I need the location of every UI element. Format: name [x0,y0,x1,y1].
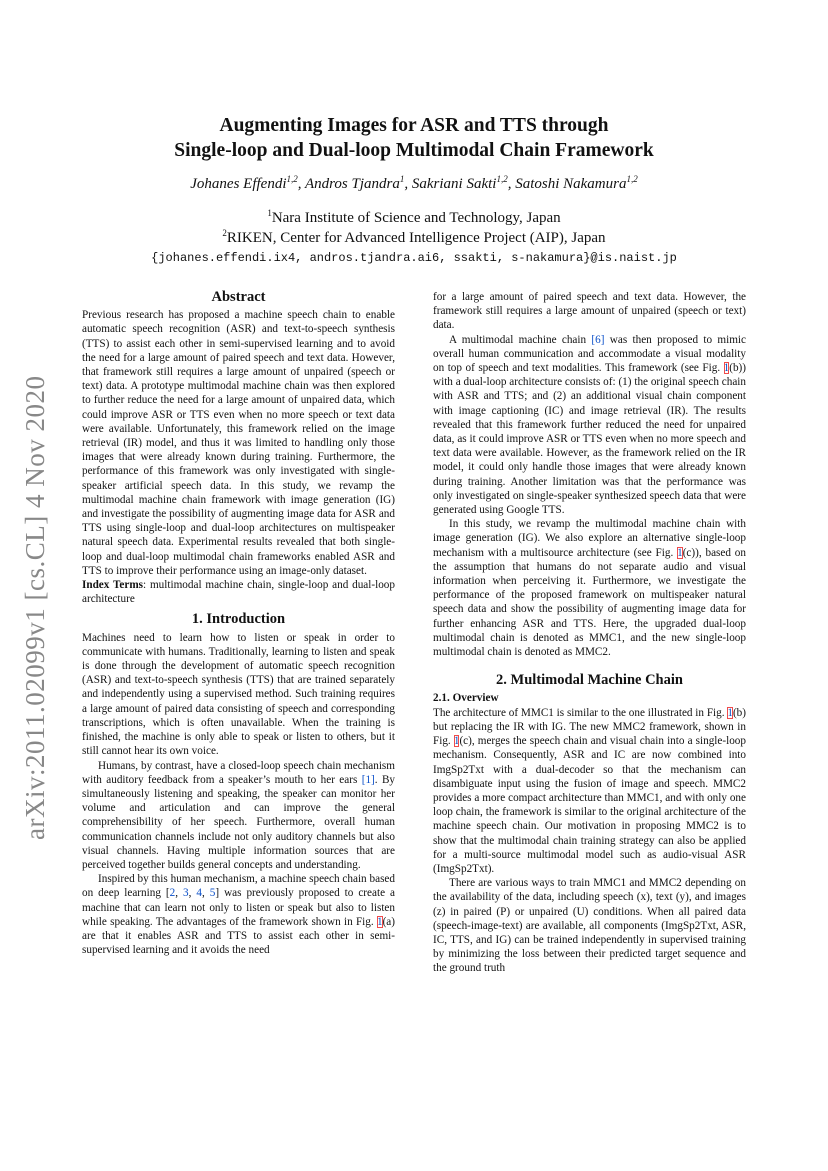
subsection-2-1-heading: 2.1. Overview [433,692,499,705]
author-sep: , [297,176,305,192]
citation-link[interactable]: 2 [169,887,176,900]
citation-link[interactable]: [1] [361,773,375,786]
section-2-heading: 2. Multimodal Machine Chain [496,672,683,689]
author-emails: {johanes.effendi.ix4, andros.tjandra.ai6, ssakti, s-nakamura}@is.naist.jp [151,251,677,265]
title-line-1: Augmenting Images for ASR and TTS through [219,115,609,136]
right-column [433,290,746,976]
text-span: A multimodal machine chain [449,333,592,346]
text-span: Humans, by contrast, have a closed-loop speech chain mechanism with auditory feedback from a speaker’s mouth to her ears [82,759,395,786]
figure-link[interactable]: 1 [677,546,683,559]
affiliations [0,208,828,248]
index-terms [82,578,395,606]
overview-paragraph-1 [433,706,746,876]
text-span: The architecture of MMC1 is similar to the one illustrated in Fig. [433,706,728,719]
overview-paragraph-2: There are various ways to train MMC1 and MMC2 depending on the availability of the data, including speech (x), text (y), and images (z) in paired (P) or unpaired (U) conditions. When all paired data (speech-image-text) are available, all components (ImgSp2Txt, ASR, IC, TTS, and IG) can be trained independently in supervised training by minimizing the loss between their predicted target sequence and the ground truth [433,877,746,975]
paper-title [0,113,828,163]
text-span: (c), merges the speech chain and visual chain into a single-loop mechanism. Consequently, ASR and IC are now combined into ImgSp2Txt with a dual-decoder so that the mechanism can disambiguate input using the fusion of image and speech. MMC2 provides a more compact architecture than MMC1, and with only one loop chain, the framework is similar to the original architecture of the machine speech chain. Our motivation in proposing MMC2 is to show that the multimodal chain training strategy can also be applied for a multi-source multimodal model such as audio-visual ASR (ImgSp2Txt). [433,735,746,875]
author-sep: , [507,176,516,192]
author-sup: 1,2 [496,174,508,184]
affiliation-line [0,228,828,248]
affiliation-sup: 2 [222,228,227,238]
abstract-text: Previous research has proposed a machine speech chain to enable automatic speech recognition (ASR) and text-to-speech synthesis (TTS) to assist each other in semi-supervised learning and to avoid the need for a large amount of paired speech and text data. However, that framework still requires a large amount of unpaired (speech or text) data. A prototype multimodal machine chain was then explored to further reduce the need for a large amount of unpaired data, which could improve ASR or TTS even when no more speech or text data were available. Unfortunately, this framework relied on the image retrieval (IR) model, and thus it was limited to handling only those images that were already known during training. Furthermore, the performance of this framework was only investigated with single-speaker artificial speech data. In this study, we revamp the multimodal machine chain framework with image generation (IG) and investigate the possibility of augmenting image data for ASR and TTS using single-loop and dual-loop architectures on multispeaker natural speech data. Experimental results revealed that both single-loop and dual-loop multimodal chain frameworks enabled ASR and TTS to improve their performance using an image-only dataset. [82,309,395,577]
citation-link[interactable]: 5 [209,887,216,900]
citation-link[interactable]: [6] [591,333,605,346]
author-sup: 1,2 [626,174,638,184]
author-name: Andros Tjandra [304,176,400,192]
text-span: (b)) with a dual-loop architecture consists of: (1) the original speech chain with ASR and TTS; and (2) an additional visual chain component with image captioning (IC) and image retrieval (IR). The results revealed that this framework further reduced the need for unpaired data, as it could improve ASR or TTS even when no more speech and text data were available. However, as the framework relied on the IR model, it could only handle those images that were already known during training. Another limitation was that the performance was only investigated on single-speaker synthesized speech data that were generated using Google TTS. [433,362,746,517]
affiliation-line [0,208,828,228]
affiliation-sup: 1 [267,208,272,218]
right-paragraph-3 [433,517,746,659]
author-sep: , [404,176,412,192]
text-span: In this study, we revamp the multimodal machine chain with image generation (IG). We also explore an alternative single-loop mechanism with a multisource architecture (see Fig. [433,518,746,559]
arxiv-stamp: arXiv:2011.02099v1 [cs.CL] 4 Nov 2020 [20,375,50,840]
citation-link[interactable]: 3 [183,887,189,900]
index-terms-label: Index Terms [82,579,144,592]
author-list [0,176,828,193]
text-span: was then proposed to mimic overall human communication and accommodate a visual modality on top of speech and text modalities. This framework (see Fig. [433,333,746,375]
figure-link[interactable]: 1 [727,706,733,719]
index-terms-text: : multimodal machine chain, single-loop and dual-loop architecture [82,579,395,606]
affiliation-text: RIKEN, Center for Advanced Intelligence Project (AIP), Japan [226,230,606,246]
author-name: Johanes Effendi [190,176,287,192]
intro-heading: 1. Introduction [191,611,286,628]
text-span: (b) but replacing the IR with IG. The new MMC2 framework, shown in Fig. [433,706,746,748]
right-paragraph-2 [433,333,746,518]
affiliation-text: Nara Institute of Science and Technology, Japan [271,210,561,226]
text-span: was previously proposed to create a machine that can learn not only to listen or speak but also to listen while speaking. The advantages of the framework shown in Fig. [82,887,395,928]
intro-paragraph-1: Machines need to learn how to listen or speak in order to communicate with humans. Traditionally, learning to listen and speak is done through the development of automatic speech recognition (ASR) and text-to-speech synthesis (TTS) that are trained separately and independently using a supervised method. Such training requires a large amount of paired data consisting of speech and corresponding transcriptions, which is often unavailable. When the training is finished, the machine is only able to speak or listen to others, but it still cannot hear its own voice. [82,631,395,758]
text-span: . By simultaneously listening and speaking, the speaker can monitor her volume and articulation and can improve the general comprehensibility of her speech. Furthermore, overall human communication channels include not only auditory channels but also visual channels. Having multiple information sources that are perceived together builds general concepts and understanding. [82,773,396,871]
right-paragraph-1: for a large amount of paired speech and text data. However, the framework still requires a large amount of unpaired (speech or text) data. [433,291,746,332]
figure-link[interactable]: 1 [453,735,460,748]
figure-link[interactable]: 1 [376,915,383,928]
abstract-heading: Abstract [211,289,266,305]
intro-paragraph-3: Inspired by this human mechanism, a machine speech chain based on deep learning [2, 3, 4, 5] was previously proposed to create a machine that can learn not only to listen or speak but also to listen while speaking. The advantages of the framework shown in Fig. 1(a) are that it enables ASR and TTS to assist each other in semi-supervised learning and it avoids the need [82,873,395,957]
text-span: (a) are that it enables ASR and TTS to assist each other in semi-supervised learning and it avoids the need [82,915,395,957]
author-name: Satoshi Nakamura [515,176,627,192]
figure-link[interactable]: 1 [723,362,730,375]
citation-link[interactable]: 4 [196,887,202,900]
left-column [82,290,395,957]
author-name: Sakriani Sakti [411,176,497,192]
text-span: (c)), based on the assumption that humans do not separate audio and visual information when perceiving it. Furthermore, we investigate the performance of the proposed framework on multispeaker natural speech data and show the possibility of augmenting image data for further enhancing ASR and TTS. Here, the upgraded dual-loop multimodal chain is denoted as MMC1, and the new single-loop multimodal chain is denoted as MMC2. [433,546,746,659]
title-line-2: Single-loop and Dual-loop Multimodal Chain Framework [174,140,654,161]
author-sup: 1 [399,174,405,184]
text-span: Inspired by this human mechanism, a machine speech chain based on deep learning [82,873,395,900]
intro-paragraph-2 [82,759,395,873]
author-sup: 1,2 [286,174,298,184]
